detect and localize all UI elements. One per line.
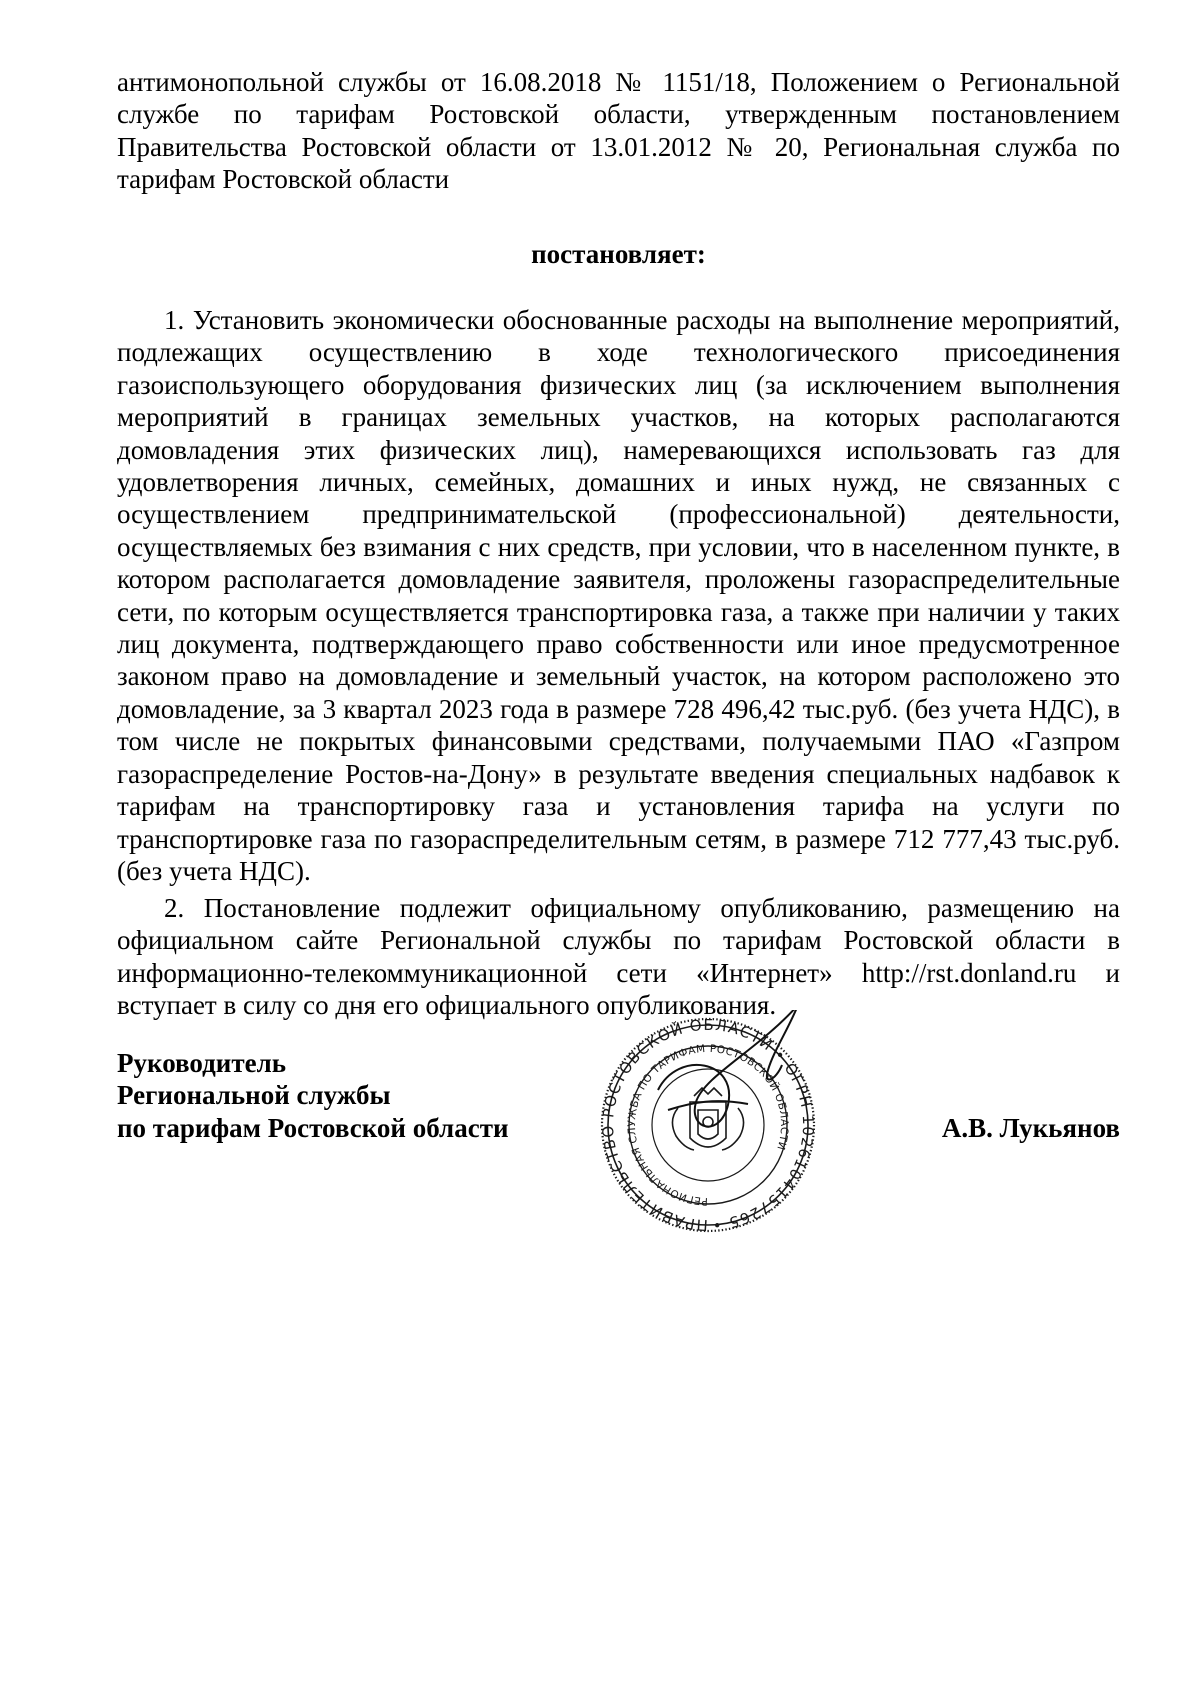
- official-seal-icon: [598, 1010, 818, 1240]
- seal-outer-text: ПРАВИТЕЛЬСТВО РОСТОВСКОЙ ОБЛАСТИ • ОГРН 1026104157265 •: [598, 1015, 818, 1235]
- intro-paragraph: антимонопольной службы от 16.08.2018 № 1151/18, Положением о Региональной службе по тарифам Ростовской области, утвержденным постановлением Правительства Ростовской области от 13.01.2012 № 20, Региональная служба по тарифам Ростовской области: [117, 67, 1120, 195]
- clause-1: 1. Установить экономически обоснованные расходы на выполнение мероприятий, подлежащих осуществлению в ходе технологического присоединения газоиспользующего оборудования физических лиц (за исключением выполнения мероприятий в границах земельных участков, на которых располагаются домовладения этих физических лиц), намеревающихся использовать газ для удовлетворения личных, семейных, домашних и иных нужд, не связанных с осуществлением предпринимательской (профессиональной) деятельности, осуществляемых без взимания с них средств, при условии, что в населенном пункте, в котором располагается домовладение заявителя, проложены газораспределительные сети, по которым осуществляется транспортировка газа, а также при наличии у таких лиц документа, подтверждающего право собственности или иное предусмотренное законом право на домовладение и земельный участок, на котором расположено это домовладение, за 3 квартал 2023 года в размере 728 496,42 тыс.руб. (без учета НДС), в том числе не покрытых финансовыми средствами, получаемыми ПАО «Газпром газораспределение Ростов-на-Дону» в результате введения специальных надбавок к тарифам на транспортировку газа и установления тарифа на услуги по транспортировке газа по газораспределительным сетям, в размере 712 777,43 тыс.руб. (без учета НДС).: [117, 305, 1120, 886]
- clause-2: 2. Постановление подлежит официальному опубликованию, размещению на официальном сайте Региональной службы по тарифам Ростовской области в информационно-телекоммуникационной сети «Интернет» http://rst.donland.ru и вступает в силу со дня его официального опубликования.: [117, 893, 1120, 1021]
- resolution-heading: постановляет:: [531, 239, 706, 269]
- seal-inner-text: РЕГИОНАЛЬНАЯ СЛУЖБА ПО ТАРИФАМ РОСТОВСКОЙ ОБЛАСТИ: [625, 1042, 791, 1208]
- signer-name: А.В. Лукьянов: [941, 1113, 1120, 1143]
- signatory-position: [117, 1047, 509, 1144]
- position-line: Руководитель: [117, 1048, 287, 1078]
- position-line: по тарифам Ростовской области: [117, 1112, 509, 1143]
- position-line: Региональной службы: [117, 1080, 391, 1111]
